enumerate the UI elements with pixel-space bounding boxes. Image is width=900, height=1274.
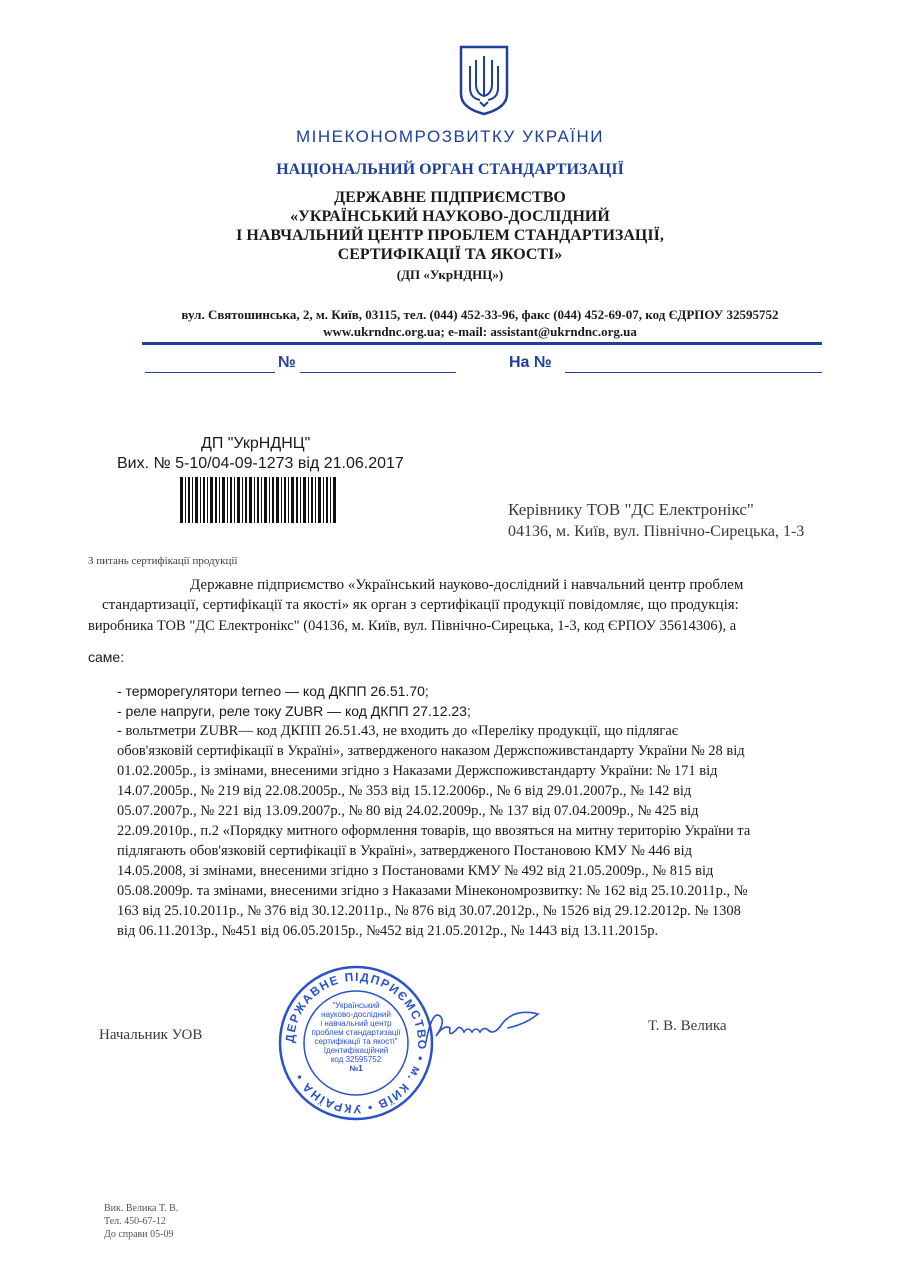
- recipient-line-1: Керівнику ТОВ "ДС Електронікс": [508, 500, 754, 519]
- number-field[interactable]: [300, 372, 456, 373]
- body-para-line-2: стандартизації, сертифікації та якості» як орган з сертифікації продукції повідомляє, що продукція:: [102, 597, 739, 613]
- recipient-address: 04136, м. Київ, вул. Північно-Сирецька, 1-3: [508, 523, 805, 540]
- list-item-3-line-9: 05.08.2009р. та змінами, внесеними згідно з Наказами Мінекономрозвитку: № 162 від 25.10.2011р., №: [117, 883, 748, 899]
- signatory-name: Т. В. Велика: [648, 1018, 727, 1034]
- authority-title: НАЦІОНАЛЬНИЙ ОРГАН СТАНДАРТИЗАЦІЇ: [276, 161, 624, 178]
- body-para-line-1: Державне підприємство «Український науково-дослідний і навчальний центр проблем: [190, 577, 744, 593]
- coat-of-arms-icon: [458, 44, 510, 121]
- handwritten-signature: [418, 1002, 548, 1053]
- list-item-3-line-10: 163 від 25.10.2011р., № 376 від 30.12.2011р., № 876 від 30.07.2012р., № 1526 від 29.12.2012р. № 1308: [117, 903, 741, 919]
- stamp-center-line: проблем стандартизації: [311, 1028, 401, 1037]
- org-title-line-3: І НАВЧАЛЬНИЙ ЦЕНТР ПРОБЛЕМ СТАНДАРТИЗАЦІЇ,: [236, 227, 664, 244]
- body-para-line-4: саме:: [88, 649, 125, 665]
- barcode: [180, 477, 336, 528]
- stamp-center-line: і навчальний центр: [320, 1019, 392, 1028]
- body-para-line-3: виробника ТОВ "ДС Електронікс" (04136, м. Київ, вул. Північно-Сирецька, 1-3, код ЄРПОУ 35614306), а: [88, 618, 737, 634]
- official-stamp: [276, 963, 436, 1123]
- subject-line: З питань сертифікації продукції: [88, 555, 238, 567]
- date-field[interactable]: [145, 372, 275, 373]
- in-reply-label: На №: [509, 354, 552, 371]
- outgoing-org: ДП "УкрНДНЦ": [201, 435, 311, 452]
- list-item-3-line-5: 05.07.2007р., № 221 від 13.09.2007р., № 80 від 24.02.2009р., № 137 від 07.04.2009р., № 425 від: [117, 803, 699, 819]
- number-label: №: [278, 354, 296, 371]
- ministry-title: МІНЕКОНОМРОЗВИТКУ УКРАЇНИ: [295, 127, 605, 146]
- outgoing-number: Вих. № 5-10/04-09-1273 від 21.06.2017: [117, 455, 404, 472]
- stamp-center-line: Ідентифікаційний: [323, 1046, 389, 1055]
- in-reply-field[interactable]: [565, 372, 822, 373]
- org-title-line-1: ДЕРЖАВНЕ ПІДПРИЄМСТВО: [334, 189, 566, 206]
- org-title-line-4: СЕРТИФІКАЦІЇ ТА ЯКОСТІ»: [337, 246, 563, 263]
- stamp-center-line: №1: [349, 1064, 363, 1073]
- list-item-3-line-6: 22.09.2010р., п.2 «Порядку митного оформлення товарів, що ввозяться на митну територію України та: [117, 823, 751, 839]
- org-title-line-2: «УКРАЇНСЬКИЙ НАУКОВО-ДОСЛІДНИЙ: [290, 208, 610, 225]
- stamp-center-line: сертифікації та якості": [314, 1037, 398, 1046]
- list-item-3-line-1: - вольтметри ZUBR— код ДКПП 26.51.43, не входить до «Переліку продукції, що підлягає: [117, 723, 679, 739]
- list-item-3-line-11: від 06.11.2013р., №451 від 06.05.2015р., №452 від 21.05.2012р., № 1443 від 13.11.2015р.: [117, 923, 659, 939]
- list-item-3-line-8: 14.05.2008, зі змінами, внесеними згідно з Постановами КМУ № 492 від 21.05.2009р., № 815 від: [117, 863, 714, 879]
- filing-note: До справи 05-09: [104, 1229, 174, 1240]
- header-divider: [142, 342, 822, 345]
- executor-note: [104, 1202, 178, 1241]
- org-address: вул. Святошинська, 2, м. Київ, 03115, тел. (044) 452-33-96, факс (044) 452-69-07, код ЄДРПОУ 32595752: [181, 307, 779, 322]
- signatory-position: Начальник УОВ: [99, 1027, 203, 1043]
- list-item-3-line-7: підлягають обов'язковій сертифікації в Україні», затвердженого Постановою КМУ № 446 від: [117, 843, 693, 859]
- executor-name: Вик. Велика Т. В.: [104, 1203, 179, 1214]
- executor-phone: Тел. 450-67-12: [104, 1216, 166, 1227]
- stamp-center-line: "Український: [332, 1001, 380, 1010]
- list-item: - терморегулятори terneo — код ДКПП 26.51.70;: [117, 683, 429, 699]
- list-item: - реле напруги, реле току ZUBR — код ДКПП 27.12.23;: [117, 703, 471, 719]
- list-item-3-line-3: 01.02.2005р., із змінами, внесеними згідно з Наказами Держспоживстандарту України: № 171 від: [117, 763, 718, 779]
- org-short-name: (ДП «УкрНДНЦ»): [396, 267, 504, 282]
- stamp-center-line: науково-дослідний: [321, 1010, 391, 1019]
- stamp-ring-text: ДЕРЖАВНЕ ПІДПРИЄМСТВО • м. КИЇВ • УКРАЇНА •: [282, 969, 430, 1117]
- org-contacts: www.ukrndnc.org.ua; e-mail: assistant@ukrndnc.org.ua: [323, 324, 637, 339]
- list-item-3-line-4: 14.07.2005р., № 219 від 22.08.2005р., № 353 від 15.12.2006р., № 6 від 29.01.2007р., № 142 від: [117, 783, 692, 799]
- stamp-center-line: код 32595752: [330, 1055, 382, 1064]
- list-item-3-line-2: обов'язковій сертифікації в Україні», затвердженого наказом Держспоживстандарту України № 28 від: [117, 743, 745, 759]
